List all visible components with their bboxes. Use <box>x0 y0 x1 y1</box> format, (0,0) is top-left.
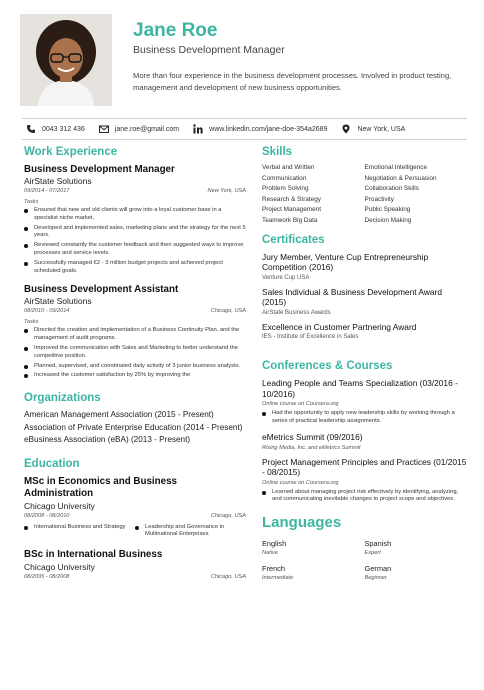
phone-icon <box>26 124 36 134</box>
education-entry <box>24 549 246 580</box>
conference-title: Leading People and Teams Specialization (03/2016 - 10/2016) <box>262 378 458 399</box>
language-level: Beginner <box>364 575 387 582</box>
right-column <box>262 146 467 581</box>
certificate-entry <box>262 287 467 316</box>
job-location: Chicago, USA <box>210 308 246 315</box>
job-tasks <box>24 207 246 275</box>
contact-phone[interactable] <box>26 124 85 134</box>
email-text: jane.roe@gmail.com <box>114 125 180 133</box>
skill-item: Proactivity <box>364 195 394 203</box>
language-name: German <box>364 564 392 574</box>
job-entry <box>24 164 246 275</box>
language-name: Spanish <box>364 539 392 549</box>
job-company: AirState Solutions <box>24 296 92 307</box>
job-company: AirState Solutions <box>24 176 92 186</box>
language-item <box>262 564 365 581</box>
language-name: French <box>262 564 286 574</box>
linkedin-icon <box>193 124 203 134</box>
certificate-issuer: AirState Business Awards <box>262 309 331 316</box>
profile-photo <box>20 14 112 106</box>
section-title-languages: Languages <box>262 514 342 532</box>
contact-email[interactable] <box>99 124 179 134</box>
task-item: Planned, supervised, and coordinated daily activity of 3 junior business analysts. <box>24 363 246 371</box>
skill-item: Negotiation & Persuasion <box>364 174 437 182</box>
education-location: Chicago, USA <box>210 512 246 519</box>
skill-item: Collaboration Skills <box>364 185 419 193</box>
job-meta <box>24 188 246 194</box>
conference-title: Project Management Principles and Practices (01/2015 - 08/2015) <box>262 456 467 478</box>
education-degree: BSc in International Business <box>24 549 163 561</box>
course-item: Leadership and Governance in Multinational Enterprises <box>135 524 246 540</box>
job-entry <box>24 284 246 380</box>
section-title-education: Education <box>24 457 80 470</box>
education-dates: 08/2005 - 08/2008 <box>24 574 70 581</box>
section-title-certificates: Certificates <box>262 233 325 246</box>
task-item: Improved the communication with Sales and Marketing to better understand the competitive position. <box>24 345 246 361</box>
education-dates: 08/2008 - 08/2010 <box>24 512 70 519</box>
education-degree: MSc in Economics and Business Administration <box>24 475 177 499</box>
education-courses <box>24 524 246 542</box>
location-text: New York, USA <box>357 125 406 133</box>
linkedin-text: www.linkedin.com/jane-doe-354a2689 <box>209 125 328 133</box>
organization-item: Association of Private Enterprise Education (2014 - Present) <box>24 422 243 432</box>
skill-item: Project Management <box>262 206 321 214</box>
languages-grid <box>262 539 467 581</box>
profile-summary: More than four experience in the business development processes. Involved in product testing, management and development of new business opportunities. <box>133 71 452 92</box>
course-item: International Business and Strategy <box>24 524 135 532</box>
conference-title: eMetrics Summit (09/2016) <box>262 432 363 443</box>
contact-location[interactable] <box>341 124 405 134</box>
language-level: Native <box>262 550 278 557</box>
language-item <box>365 564 468 581</box>
language-item <box>262 539 365 556</box>
education-entry <box>24 476 246 542</box>
language-name: English <box>262 539 287 549</box>
language-level: Intermediate <box>262 575 294 582</box>
contact-bar <box>22 118 467 140</box>
section-title-work: Work Experience <box>24 146 118 158</box>
skill-item: Verbal and Written <box>262 164 315 171</box>
conference-note: Learned about managing project risk effectively by identifying, analyzing, and communicating inevitable changes to project scope and objectives. <box>262 489 467 505</box>
education-meta <box>24 513 246 519</box>
organization-item: eBusiness Association (eBA) (2013 - Present) <box>24 435 191 445</box>
candidate-name: Jane Roe <box>133 20 218 41</box>
organization-item: American Management Association (2015 - Present) <box>24 410 214 420</box>
left-column <box>24 146 246 580</box>
certificate-entry <box>262 322 467 341</box>
certificate-issuer: IES - Institute of Excellence in Sales <box>262 334 359 341</box>
education-school: Chicago University <box>24 500 95 511</box>
contact-linkedin[interactable] <box>193 124 327 134</box>
candidate-role: Business Development Manager <box>133 44 285 56</box>
task-item: Developed and implemented sales, marketing plans and the strategy for the next 5 years. <box>24 225 246 241</box>
conference-entry <box>262 432 467 451</box>
tasks-label: Tasks <box>24 319 39 326</box>
job-dates: 09/2014 - 07/2017 <box>24 188 70 194</box>
tasks-label: Tasks <box>24 199 39 205</box>
section-title-organizations: Organizations <box>24 392 101 405</box>
location-icon <box>341 124 351 134</box>
conference-note: Had the opportunity to apply new leadership skills by working through a series of practical leadership assignments. <box>262 410 467 426</box>
skill-item: Public Speaking <box>364 206 411 214</box>
task-item: Directed the creation and implementation of a Business Continuity Plan, and the management of audit programs. <box>24 327 246 343</box>
section-title-skills: Skills <box>262 146 293 158</box>
job-title: Business Development Assistant <box>24 284 179 296</box>
conference-entry <box>262 457 467 505</box>
job-title: Business Development Manager <box>24 164 175 175</box>
job-dates: 08/2010 - 09/2014 <box>24 308 70 315</box>
section-title-conferences: Conferences & Courses <box>262 360 393 373</box>
task-item: Increased the customer satisfaction by 25% by improving the <box>24 372 246 380</box>
skill-item: Decision Making <box>364 216 412 224</box>
job-meta <box>24 308 246 314</box>
conference-provider: Online course on Coursera.org <box>262 401 339 408</box>
email-icon <box>99 124 109 134</box>
skill-item: Communication <box>262 174 307 182</box>
task-item: Ensured that new and old clients will grow into a loyal customer base in a specialist niche market. <box>24 207 246 223</box>
job-location: New York, USA <box>207 188 246 194</box>
skill-item: Research & Strategy <box>262 195 321 203</box>
certificate-issuer: Venture Cup USA <box>262 274 310 281</box>
certificate-title: Jury Member, Venture Cup Entrepreneurship Competition (2016) <box>262 251 429 273</box>
conference-provider: Online course on Coursera.org <box>262 479 339 486</box>
education-school: Chicago University <box>24 562 95 573</box>
phone-text: 0043 312 436 <box>42 125 85 133</box>
education-location: Chicago, USA <box>210 574 246 581</box>
certificate-entry <box>262 252 467 281</box>
skill-item: Problem Solving <box>262 185 309 193</box>
task-item: Successfully managed €2 - 3 million budget projects and achieved project scheduled goals. <box>24 260 246 276</box>
skill-item: Emotional Intelligence <box>364 164 428 171</box>
profile-photo-illustration <box>20 14 112 106</box>
job-tasks <box>24 327 246 380</box>
task-item: Reviewed constantly the customer feedback and then suggested ways to improve processes and service levels. <box>24 242 246 258</box>
certificate-title: Excellence in Customer Partnering Award <box>262 321 417 332</box>
certificate-title: Sales Individual & Business Development Award (2015) <box>262 286 443 308</box>
language-item <box>365 539 468 556</box>
language-level: Expert <box>364 550 381 557</box>
conference-entry <box>262 378 467 426</box>
conference-provider: Rising Media, Inc. and eMetrics Summit <box>262 444 361 451</box>
skills-grid <box>262 164 467 224</box>
education-meta <box>24 574 246 580</box>
skill-item: Teamwork Big Data <box>262 216 318 224</box>
